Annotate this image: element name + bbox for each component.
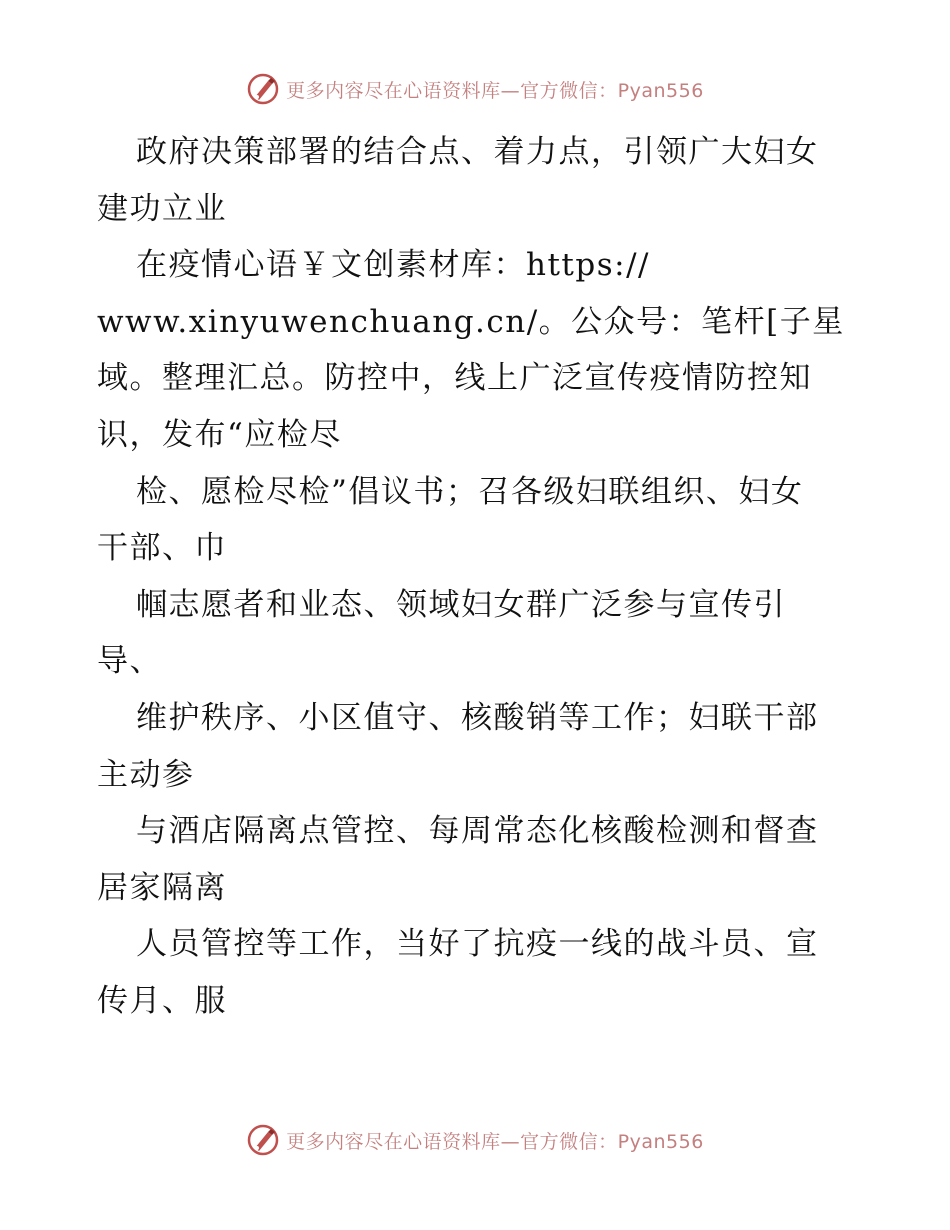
- text-line: 识，发布“应检尽: [97, 416, 342, 453]
- text-line: 帼志愿者和业态、领域妇女群广泛参与宣传引: [136, 586, 786, 623]
- text-line: 维护秩序、小区值守、核酸销等工作；妇联干部: [136, 699, 819, 736]
- text-line: www.xinyuwenchuang.cn/。公众号：笔杆[子星: [97, 303, 845, 340]
- text-line: 居家隔离: [97, 869, 227, 906]
- footer-watermark: [0, 1123, 950, 1157]
- pen-logo-icon: [246, 72, 280, 106]
- text-line: 检、愿检尽检”倡议书；召各级妇联组织、妇女: [136, 473, 804, 510]
- text-line: 人员管控等工作，当好了抗疫一线的战斗员、宣: [136, 926, 819, 963]
- text-line: 主动参: [97, 756, 195, 793]
- text-line: 建功立业: [97, 190, 227, 227]
- text-line: 传月、服: [97, 982, 227, 1019]
- text-line: 导、: [97, 643, 162, 680]
- header-watermark: [0, 72, 950, 106]
- text-line: 在疫情心语￥文创素材库：https://: [136, 247, 650, 284]
- text-line: 干部、巾: [97, 530, 227, 567]
- watermark-text: 更多内容尽在心语资料库—官方微信：Pyan556: [286, 79, 704, 102]
- text-line: 域。整理汇总。防控中，线上广泛宣传疫情防控知: [97, 360, 812, 397]
- watermark-text: 更多内容尽在心语资料库—官方微信：Pyan556: [286, 1130, 704, 1153]
- text-line: 与酒店隔离点管控、每周常态化核酸检测和督查: [136, 813, 819, 850]
- pen-logo-icon: [246, 1123, 280, 1157]
- text-line: 政府决策部署的结合点、着力点，引领广大妇女: [136, 134, 819, 170]
- document-body: [97, 124, 867, 1030]
